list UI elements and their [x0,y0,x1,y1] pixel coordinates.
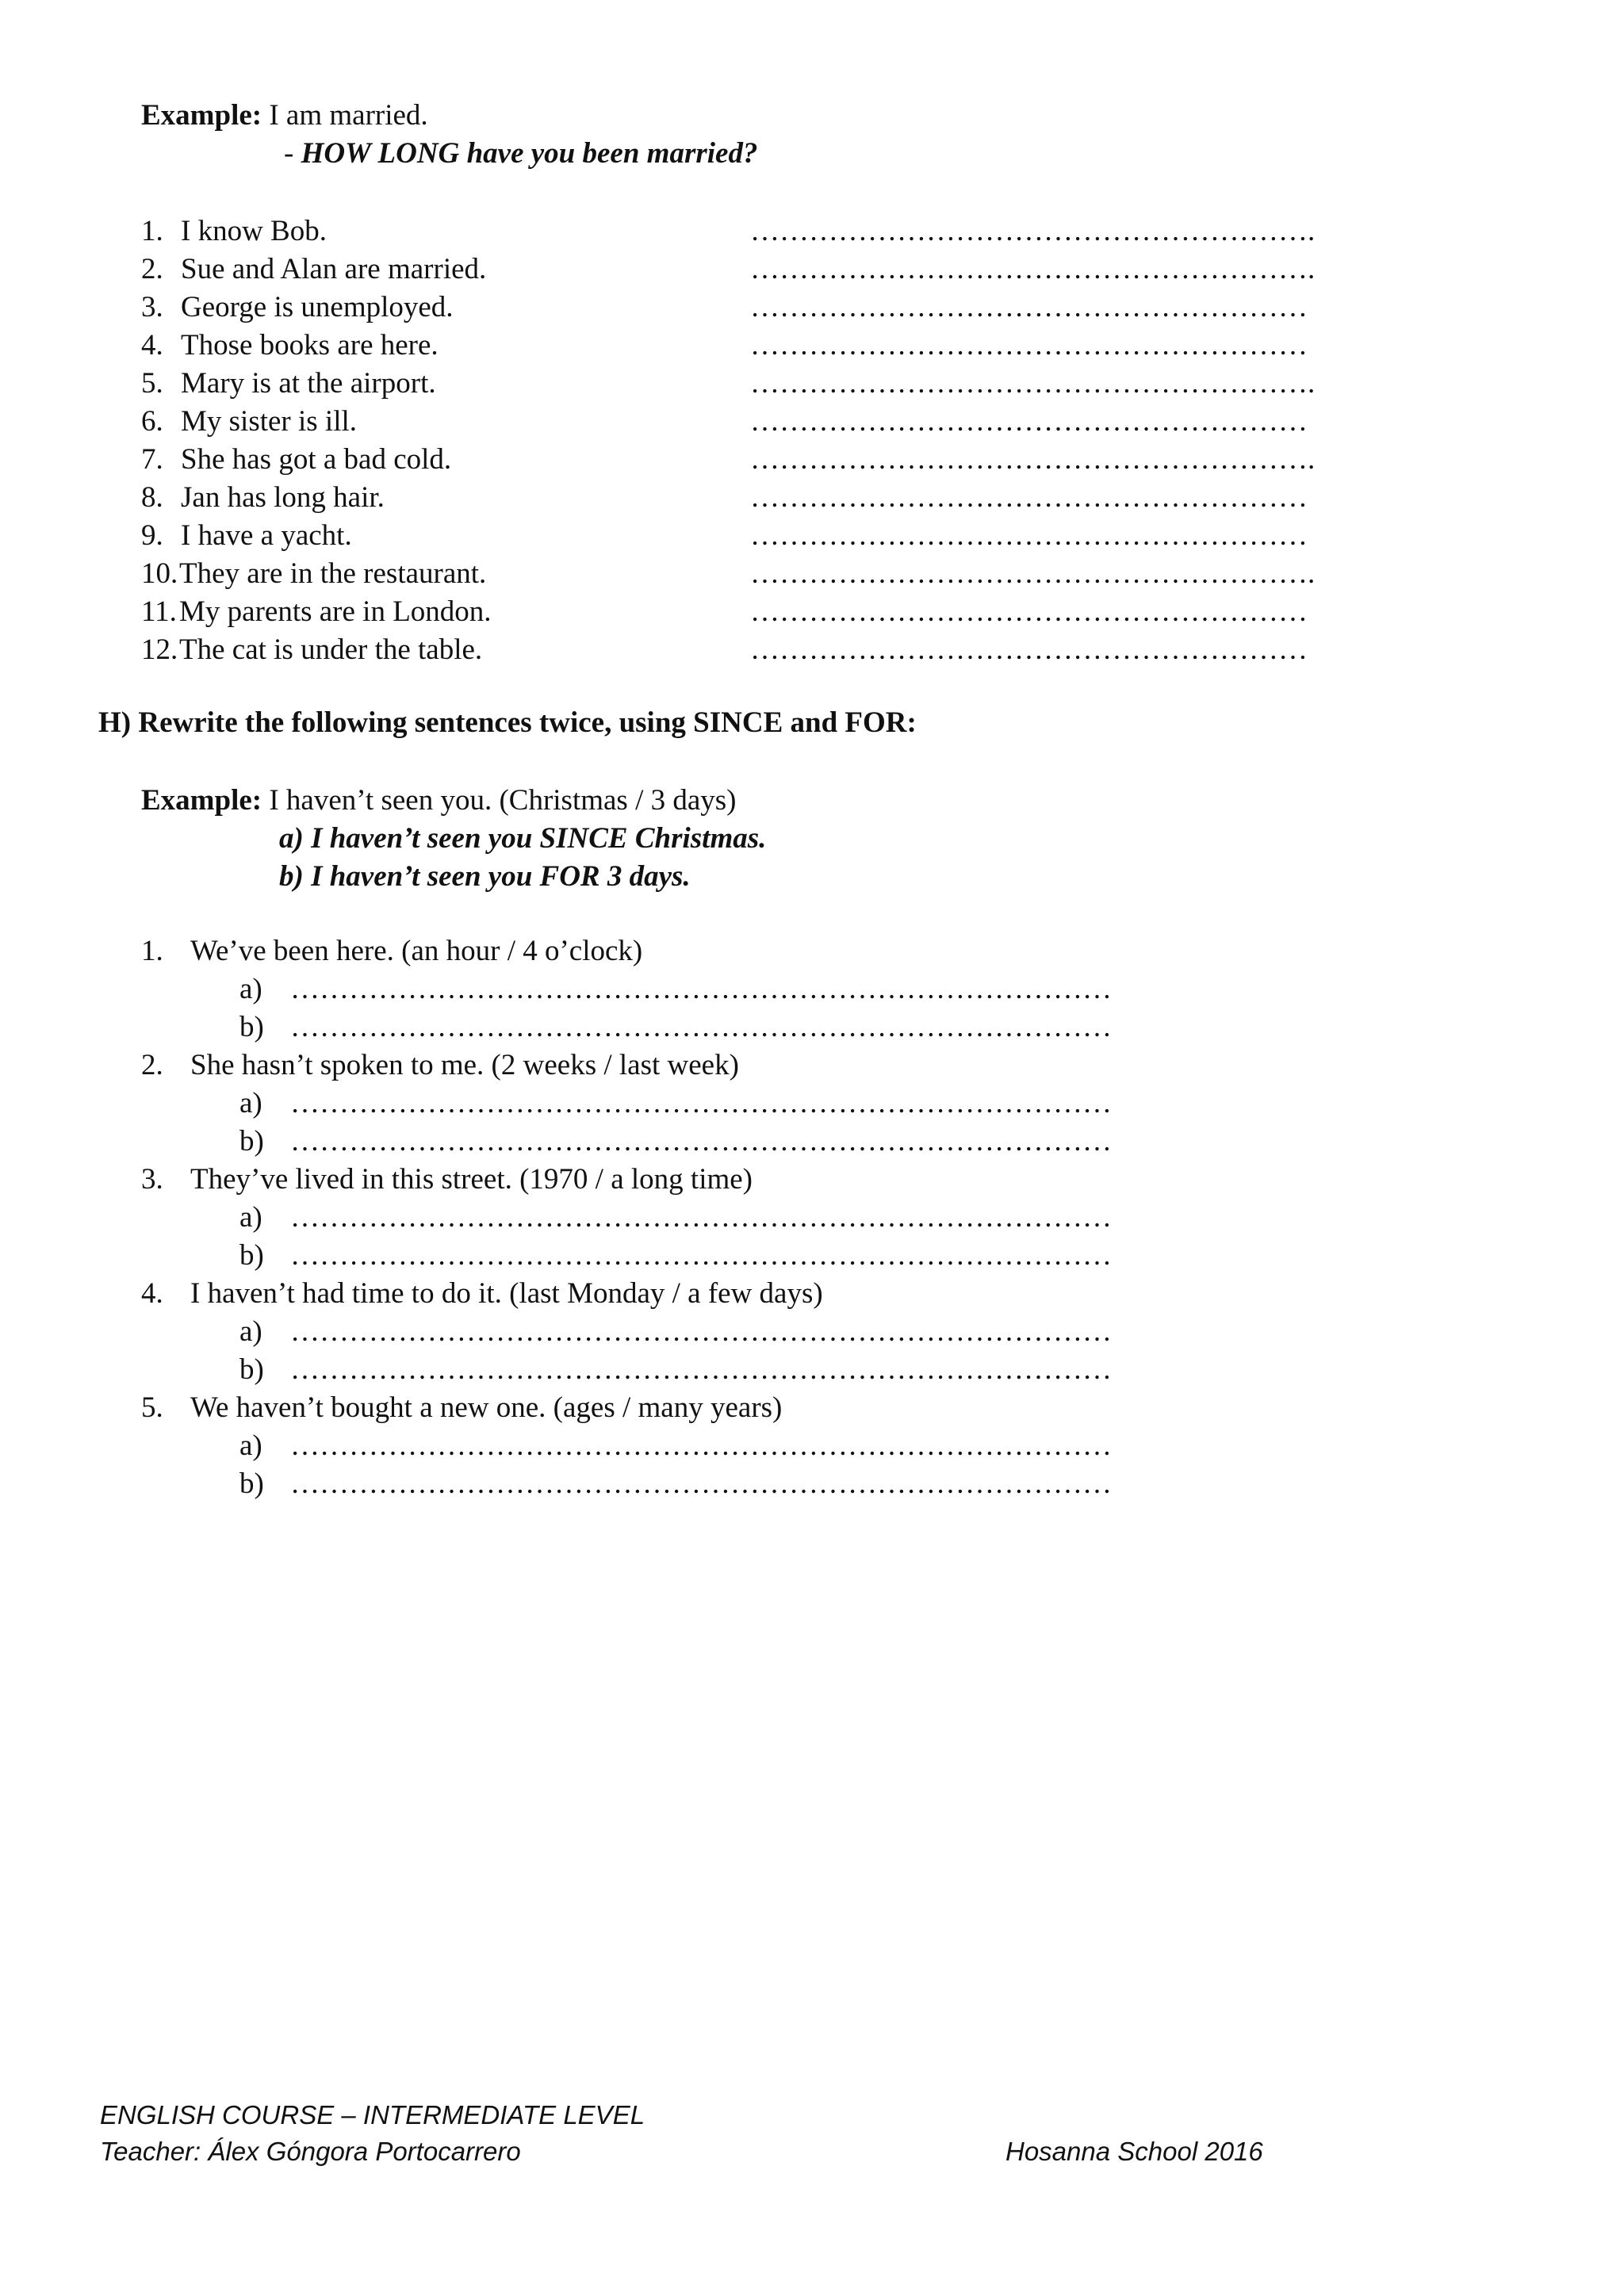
list-item-number: 11. [141,595,177,628]
answer-blank-a[interactable]: ………………………………………………………………………… [290,1201,1112,1234]
answer-blank[interactable]: …………………………………………………. [750,253,1316,285]
footer-course: ENGLISH COURSE – INTERMEDIATE LEVEL [100,2100,645,2130]
exercise-item-sentence: She hasn’t spoken to me. (2 weeks / last week) [190,1049,739,1081]
answer-blank[interactable]: ………………………………………………… [750,329,1308,362]
exercise-item-number: 1. [141,935,163,967]
list-item-sentence: George is unemployed. [181,291,454,323]
exercise-item-number: 2. [141,1049,163,1081]
list-item-number: 3. [141,291,163,323]
answer-blank[interactable]: ………………………………………………… [750,519,1308,552]
list-item-number: 10. [141,557,178,590]
list-item-number: 4. [141,329,163,362]
answer-label-a: a) [239,1429,262,1462]
list-item-sentence: Jan has long hair. [181,481,385,514]
list-item-sentence: The cat is under the table. [179,633,483,666]
answer-blank-a[interactable]: ………………………………………………………………………… [290,1429,1112,1462]
example-answer-prefix: - [284,137,301,170]
list-item-number: 9. [141,519,163,552]
list-item-number: 2. [141,253,163,285]
answer-blank[interactable]: …………………………………………………. [750,367,1316,400]
answer-label-b: b) [239,1239,264,1272]
answer-blank[interactable]: ………………………………………………… [750,405,1308,438]
exercise-item-number: 5. [141,1391,163,1424]
answer-blank-b[interactable]: ………………………………………………………………………… [290,1239,1112,1272]
list-item-number: 5. [141,367,163,400]
list-item-sentence: Mary is at the airport. [181,367,436,400]
list-item-number: 8. [141,481,163,514]
answer-label-b: b) [239,1011,264,1043]
section-h-heading: H) Rewrite the following sentences twice, using SINCE and FOR: [98,706,917,739]
list-item-sentence: My sister is ill. [181,405,358,438]
answer-blank-b[interactable]: ………………………………………………………………………… [290,1353,1112,1386]
list-item-number: 1. [141,215,163,247]
answer-label-b: b) [239,1468,264,1500]
list-item-sentence: She has got a bad cold. [181,443,452,476]
example-h-sentence: I haven’t seen you. (Christmas / 3 days) [269,784,737,817]
list-item-sentence: I have a yacht. [181,519,352,552]
footer-school: Hosanna School 2016 [1005,2137,1263,2166]
exercise-item-sentence: We haven’t bought a new one. (ages / many years) [190,1391,783,1424]
list-item-sentence: My parents are in London. [179,595,492,628]
exercise-item-sentence: They’ve lived in this street. (1970 / a long time) [190,1163,753,1196]
answer-blank[interactable]: ………………………………………………… [750,595,1308,628]
example-h-answer-a: a) I haven’t seen you SINCE Christmas. [279,822,767,855]
answer-blank-a[interactable]: ………………………………………………………………………… [290,973,1112,1005]
list-item-number: 7. [141,443,163,476]
list-item-number: 6. [141,405,163,438]
answer-blank-b[interactable]: ………………………………………………………………………… [290,1125,1112,1158]
answer-label-a: a) [239,973,262,1005]
answer-blank-b[interactable]: ………………………………………………………………………… [290,1468,1112,1500]
answer-blank[interactable]: ………………………………………………… [750,291,1308,323]
example-h-answer-b: b) I haven’t seen you FOR 3 days. [279,860,691,893]
example-label: Example: [141,99,262,132]
list-item-sentence: Those books are here. [181,329,439,362]
footer-teacher: Teacher: Álex Góngora Portocarrero [100,2137,521,2166]
answer-label-b: b) [239,1353,264,1386]
example-answer: HOW LONG have you been married? [301,137,758,170]
answer-label-a: a) [239,1087,262,1119]
list-item-sentence: Sue and Alan are married. [181,253,487,285]
answer-blank[interactable]: ………………………………………………… [750,633,1308,666]
answer-label-a: a) [239,1201,262,1234]
answer-blank[interactable]: …………………………………………………. [750,557,1316,590]
exercise-item-sentence: I haven’t had time to do it. (last Monday / a few days) [190,1277,823,1310]
example-sentence: I am married. [269,99,428,132]
list-item-sentence: I know Bob. [181,215,327,247]
answer-blank[interactable]: …………………………………………………. [750,443,1316,476]
example-h-line [141,782,737,820]
exercise-item-number: 4. [141,1277,163,1310]
answer-blank[interactable]: ………………………………………………… [750,481,1308,514]
answer-blank-a[interactable]: ………………………………………………………………………… [290,1087,1112,1119]
example-line [141,97,428,135]
answer-label-a: a) [239,1315,262,1348]
list-item-sentence: They are in the restaurant. [179,557,487,590]
answer-blank-a[interactable]: ………………………………………………………………………… [290,1315,1112,1348]
example-answer-line [284,135,757,173]
list-item-number: 12. [141,633,178,666]
exercise-item-sentence: We’ve been here. (an hour / 4 o’clock) [190,935,643,967]
answer-blank[interactable]: …………………………………………………. [750,215,1316,247]
example-h-label: Example: [141,784,262,817]
exercise-item-number: 3. [141,1163,163,1196]
answer-blank-b[interactable]: ………………………………………………………………………… [290,1011,1112,1043]
answer-label-b: b) [239,1125,264,1158]
